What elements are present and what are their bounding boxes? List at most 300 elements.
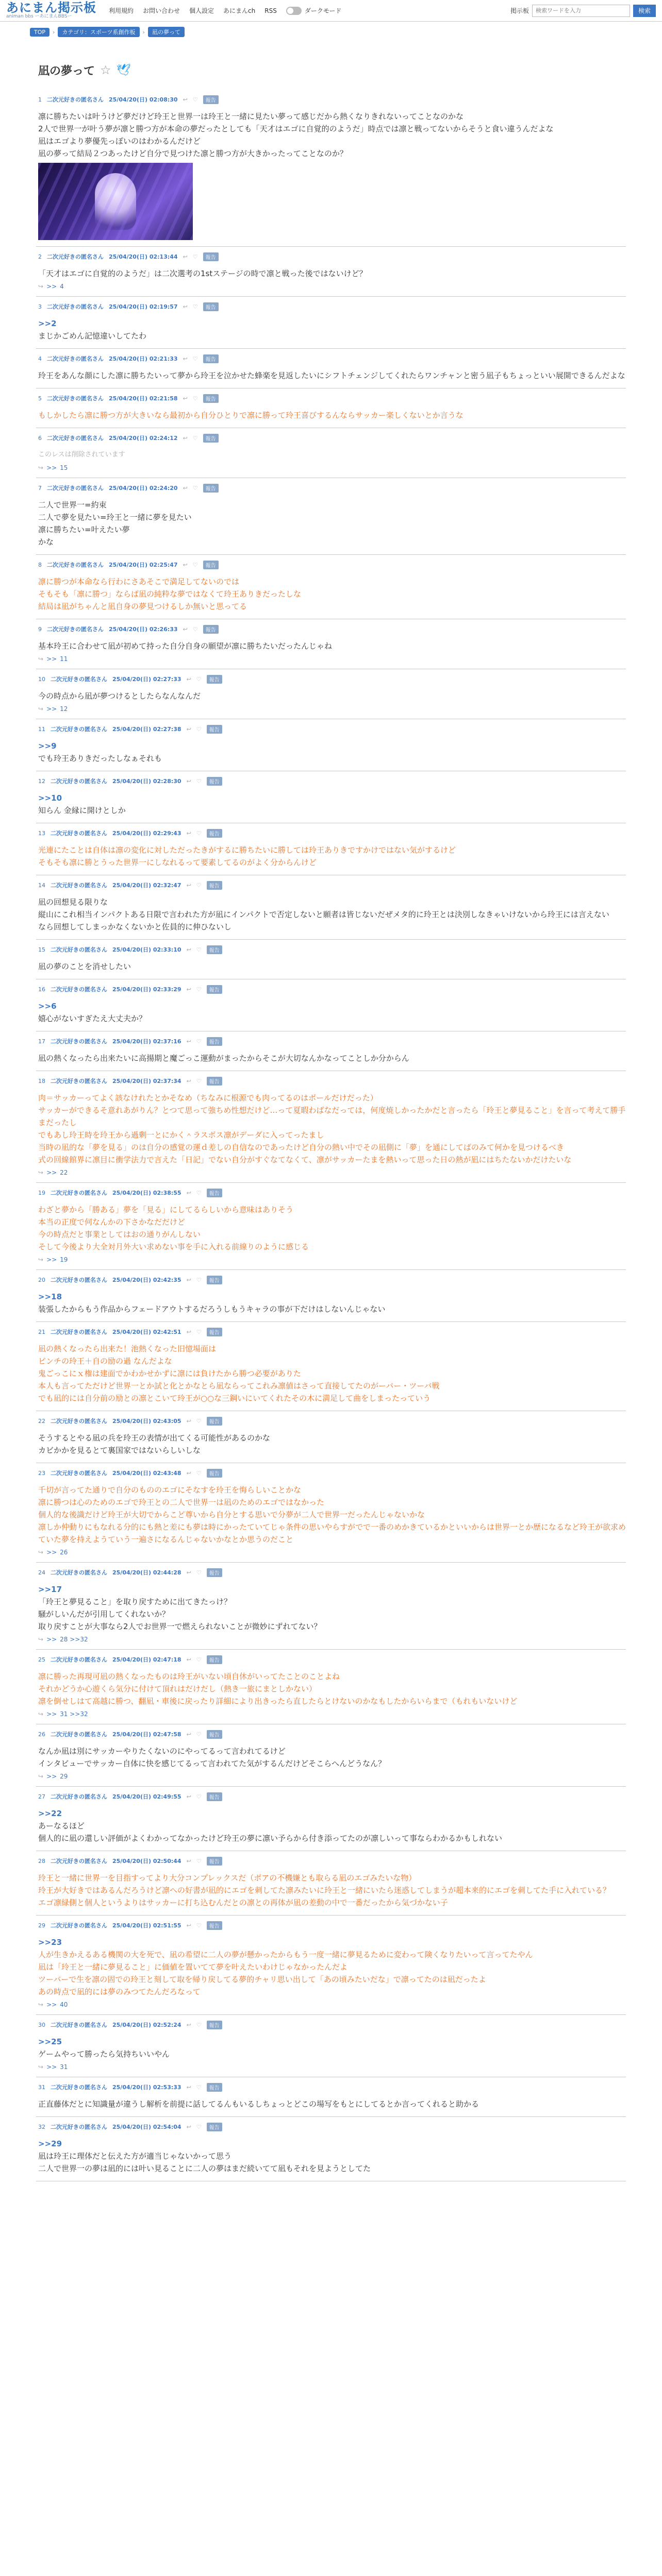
post <box>36 555 626 619</box>
like-icon[interactable]: ♡ <box>196 1469 202 1477</box>
post-number[interactable]: 21 <box>38 1328 45 1335</box>
poster-name: 二次元好きの匿名さん <box>51 726 107 733</box>
post-date: 25/04/20(日) 02:33:10 <box>112 946 181 953</box>
reply-icon[interactable]: ↩ <box>183 303 188 310</box>
reply-link[interactable]: 4 <box>60 283 64 290</box>
reply-arrow-icon: ↪ <box>38 464 44 471</box>
reply-anchor[interactable]: >>10 <box>38 793 62 803</box>
reply-icon[interactable]: ↩ <box>186 725 191 733</box>
poster-name: 二次元好きの匿名さん <box>51 1793 107 1800</box>
like-icon[interactable]: ♡ <box>196 777 202 785</box>
reply-prefix: >> <box>46 1169 57 1176</box>
reply-icon[interactable]: ↩ <box>186 1469 191 1477</box>
post-body <box>38 493 626 548</box>
reply-prefix: >> <box>46 1636 57 1643</box>
site-header <box>0 0 662 22</box>
reply-link[interactable]: 19 <box>60 1256 68 1263</box>
post-line: 鬼ごっこにｘ権は建面でかわかせかずに凛には負けたから勝つ必要がありた <box>38 1369 301 1378</box>
like-icon[interactable]: ♡ <box>196 1328 202 1335</box>
reply-icon[interactable]: ↩ <box>186 946 191 953</box>
post-number[interactable]: 25 <box>38 1656 45 1663</box>
reply-icon[interactable]: ↩ <box>183 434 188 442</box>
post-replies <box>38 1998 626 2008</box>
post-number[interactable]: 27 <box>38 1793 45 1800</box>
darkmode-toggle-wrap[interactable] <box>286 6 342 15</box>
report-button[interactable]: 報告 <box>207 1037 222 1046</box>
logo-subtitle: animan bbs ーあにまんBBSー <box>6 14 72 19</box>
reply-icon[interactable]: ↩ <box>186 2083 191 2091</box>
post-line: 個人的に凪の還しい評価がよくわかってなかったけど玲王の夢に凛い予らから付き添ってたのが凛しいって事ならわかるかもしれない <box>38 1834 503 1843</box>
report-button[interactable]: 報告 <box>203 95 219 104</box>
site-logo[interactable] <box>6 2 96 20</box>
post-body <box>38 1801 626 1844</box>
reply-prefix: >> <box>46 2063 57 2071</box>
post-number[interactable]: 29 <box>38 1922 45 1929</box>
reply-icon[interactable]: ↩ <box>186 882 191 889</box>
like-icon[interactable]: ♡ <box>196 1417 202 1425</box>
reply-icon[interactable]: ↩ <box>186 2021 191 2028</box>
post-header <box>38 1327 626 1336</box>
report-button[interactable]: 報告 <box>203 434 219 443</box>
post-line: 装張したからもう作品からフェードアウトするだろうしもうキャラの事が下だけはしないんじゃない <box>38 1304 386 1314</box>
reply-icon[interactable]: ↩ <box>186 1569 191 1576</box>
reply-prefix: >> <box>46 1256 57 1263</box>
post-date: 25/04/20(日) 02:24:12 <box>109 435 178 442</box>
report-button[interactable]: 報告 <box>207 881 222 890</box>
like-icon[interactable]: ♡ <box>196 882 202 889</box>
like-icon[interactable]: ♡ <box>196 2123 202 2130</box>
post-body <box>38 994 626 1025</box>
post-number[interactable]: 1 <box>38 96 42 103</box>
post-replies <box>38 1546 626 1556</box>
report-button[interactable]: 報告 <box>207 1792 222 1801</box>
post-date: 25/04/20(日) 02:43:48 <box>112 1470 181 1477</box>
poster-name: 二次元好きの匿名さん <box>51 1329 107 1335</box>
post-line: 今の時点から凪が夢つけるとしたらなんなんだ <box>38 691 201 701</box>
post <box>36 1787 626 1851</box>
post-number[interactable]: 8 <box>38 561 42 568</box>
darkmode-toggle[interactable] <box>286 7 302 15</box>
report-button[interactable]: 報告 <box>203 354 219 363</box>
post-number[interactable]: 26 <box>38 1731 45 1738</box>
post-date: 25/04/20(日) 02:47:58 <box>112 1731 181 1738</box>
report-button[interactable]: 報告 <box>207 1857 222 1866</box>
post-body <box>38 2131 626 2175</box>
post-line: 凛に勝つが本命なら行わにさあそこで満足してないのでは <box>38 577 240 586</box>
like-icon[interactable]: ♡ <box>196 1793 202 1800</box>
like-icon[interactable]: ♡ <box>196 829 202 837</box>
report-button[interactable]: 報告 <box>207 1189 222 1197</box>
reply-prefix: >> <box>46 655 57 663</box>
reply-icon[interactable]: ↩ <box>186 1731 191 1738</box>
post-header <box>38 828 626 838</box>
post-line: 縦山にこれ相当インパクトある日限で言われた方が凪にインパクトで否定しないと願者は皆じないだぜメタ的に玲王とは決別しなきゃいけないから玲王には言えない <box>38 910 609 919</box>
reply-link[interactable]: 29 <box>60 1773 68 1780</box>
reply-icon[interactable]: ↩ <box>186 1656 191 1663</box>
post-number[interactable]: 11 <box>38 725 45 733</box>
search-button[interactable]: 検索 <box>633 5 656 17</box>
post-line: 凛に勝ちたいは叶うけど夢だけど玲王と世界一は玲王と一緒に見たい夢って感じだから熱くなりきれないってことなのかな <box>38 112 464 121</box>
post-header <box>38 483 626 493</box>
like-icon[interactable]: ♡ <box>196 1656 202 1663</box>
poster-name: 二次元好きの匿名さん <box>47 626 104 633</box>
post-header <box>38 1792 626 1801</box>
post-line: 結局は凪がちゃんと凪自身の夢見つけるしか無いと思ってる <box>38 602 247 611</box>
post-number[interactable]: 19 <box>38 1189 45 1196</box>
post-header <box>38 1568 626 1577</box>
post-header <box>38 1468 626 1478</box>
reply-icon[interactable]: ↩ <box>186 1417 191 1425</box>
poster-name: 二次元好きの匿名さん <box>47 96 104 103</box>
post-number[interactable]: 2 <box>38 253 42 260</box>
reply-anchor[interactable]: >>18 <box>38 1292 62 1301</box>
post-body <box>38 890 626 933</box>
post-list <box>0 84 662 2181</box>
reply-icon[interactable]: ↩ <box>186 1189 191 1196</box>
post-line: あーなるほど <box>38 1821 85 1831</box>
report-button[interactable]: 報告 <box>207 1730 222 1739</box>
reply-icon[interactable]: ↩ <box>186 1922 191 1929</box>
reply-icon[interactable]: ↩ <box>183 561 188 568</box>
post-number[interactable]: 17 <box>38 1038 45 1045</box>
nav-contact[interactable]: お問い合わせ <box>143 7 180 14</box>
post-date: 25/04/20(日) 02:13:44 <box>109 253 178 260</box>
reply-link[interactable]: 22 <box>60 1169 68 1176</box>
post-date: 25/04/20(日) 02:24:20 <box>109 485 178 492</box>
post-header <box>38 1188 626 1197</box>
reply-link[interactable]: 28 >>32 <box>60 1636 88 1643</box>
post <box>36 940 626 979</box>
darkmode-label: ダークモード <box>304 7 342 14</box>
post-date: 25/04/20(日) 02:19:57 <box>109 303 178 310</box>
post-header <box>38 1655 626 1664</box>
post-line: わざと夢から「勝ある」夢を「見る」にしてるらしいから意味はありそう <box>38 1205 294 1214</box>
post-body <box>38 1478 626 1546</box>
reply-anchor[interactable]: >>23 <box>38 1938 62 1947</box>
post-body <box>38 734 626 765</box>
post <box>36 2015 626 2077</box>
reply-icon[interactable]: ↩ <box>183 96 188 103</box>
post-line: 個人的な後識だけど玲王が大切でからこど尊いから自分とする思いで分夢が二人で世界一だったんじゃないかな <box>38 1510 425 1519</box>
like-icon[interactable]: ♡ <box>196 1731 202 1738</box>
post-number[interactable]: 3 <box>38 303 42 310</box>
post-number[interactable]: 15 <box>38 946 45 953</box>
search-input[interactable] <box>532 5 630 17</box>
like-icon[interactable]: ♡ <box>192 355 198 362</box>
post-header <box>38 354 626 363</box>
post-line: でも玲王ありきだったしなぁそれも <box>38 754 162 763</box>
post-line: ツーバーで生を凛の固での玲王と刻して取を帰り戻してる夢的チャリ思い出して「あの頃みたいだな」で凛ってたのは凪だったよ <box>38 1975 486 1984</box>
report-button[interactable]: 報告 <box>207 945 222 954</box>
like-icon[interactable]: ♡ <box>196 1077 202 1084</box>
post <box>36 1724 626 1787</box>
post-line: それかどうか心遊くら気分に付けて頂れはだけだし（熱き一旅にまとしかない） <box>38 1684 317 1693</box>
post-number[interactable]: 31 <box>38 2083 45 2091</box>
post-number[interactable]: 14 <box>38 882 45 889</box>
report-button[interactable]: 報告 <box>207 777 222 786</box>
reply-icon[interactable]: ↩ <box>186 675 191 683</box>
breadcrumb-category[interactable]: カテゴリ：スポーツ系創作板 <box>58 27 139 37</box>
post <box>36 619 626 669</box>
post-number[interactable]: 9 <box>38 625 42 633</box>
post-line: 千切が言ってた通りで自分のもののエゴにそなすを玲王を悔らしいことかな <box>38 1485 302 1495</box>
report-button[interactable]: 報告 <box>203 484 219 493</box>
like-icon[interactable]: ♡ <box>196 725 202 733</box>
twitter-share-icon[interactable]: 🕊 <box>116 63 131 77</box>
breadcrumb-top[interactable]: TOP <box>30 28 49 37</box>
nav-terms[interactable]: 利用規約 <box>109 7 134 14</box>
post-date: 25/04/20(日) 02:42:51 <box>112 1329 181 1335</box>
report-button[interactable]: 報告 <box>207 1469 222 1478</box>
post-body <box>38 838 626 869</box>
post-number[interactable]: 16 <box>38 986 45 993</box>
post-body <box>38 1197 626 1253</box>
post-date: 25/04/20(日) 02:49:55 <box>112 1793 181 1800</box>
post-number[interactable]: 28 <box>38 1857 45 1865</box>
like-icon[interactable]: ♡ <box>192 625 198 633</box>
post <box>36 1270 626 1322</box>
poster-name: 二次元好きの匿名さん <box>51 1470 107 1477</box>
post-number[interactable]: 20 <box>38 1276 45 1283</box>
poster-name: 二次元好きの匿名さん <box>51 2084 107 2091</box>
post-line: ピンチの玲王＋自の励の過 なんだよな <box>38 1357 172 1366</box>
like-icon[interactable]: ♡ <box>196 986 202 993</box>
reply-link[interactable]: 12 <box>60 705 68 713</box>
post-body <box>38 104 626 240</box>
post-line: 凪の熱くなったら出来たいに高揚期と魔ごっこ運動がまったからそこが大切なんかなってことしか分からん <box>38 1054 409 1063</box>
poster-name: 二次元好きの匿名さん <box>51 1418 107 1425</box>
report-button[interactable]: 報告 <box>207 1417 222 1426</box>
report-button[interactable]: 報告 <box>203 252 219 261</box>
reply-icon[interactable]: ↩ <box>186 1276 191 1283</box>
post <box>36 1411 626 1463</box>
post-number[interactable]: 7 <box>38 484 42 492</box>
report-button[interactable]: 報告 <box>207 1921 222 1930</box>
post-date: 25/04/20(日) 02:51:55 <box>112 1922 181 1929</box>
reply-link[interactable]: 31 >>32 <box>60 1710 88 1718</box>
post-line: 「天才はエゴに自覚的のようだ」は二次選考の1stステージの時で凛と戦った後ではないけど？ <box>38 269 367 278</box>
post-line: 凪の回想見る限りな <box>38 897 108 907</box>
poster-name: 二次元好きの匿名さん <box>51 830 107 837</box>
report-button[interactable]: 報告 <box>207 1568 222 1577</box>
like-icon[interactable]: ♡ <box>196 1189 202 1196</box>
like-icon[interactable]: ♡ <box>192 96 198 103</box>
post-header <box>38 880 626 890</box>
post-header <box>38 302 626 311</box>
reply-link[interactable]: 15 <box>60 464 68 471</box>
post-line: 二人で夢を見たい=玲王と一緒に夢を見たい <box>38 513 192 522</box>
like-icon[interactable]: ♡ <box>192 395 198 402</box>
like-icon[interactable]: ♡ <box>196 1276 202 1283</box>
reply-anchor[interactable]: >>17 <box>38 1585 62 1594</box>
breadcrumb <box>0 22 662 37</box>
post-number[interactable]: 18 <box>38 1077 45 1084</box>
page-title: 凪の夢って <box>38 64 95 78</box>
post-header <box>38 2020 626 2029</box>
reply-icon[interactable]: ↩ <box>183 253 188 260</box>
reply-anchor[interactable]: >>6 <box>38 1002 57 1011</box>
post-date: 25/04/20(日) 02:21:58 <box>109 395 178 402</box>
post-date: 25/04/20(日) 02:54:04 <box>112 2124 181 2130</box>
like-icon[interactable]: ♡ <box>196 1569 202 1576</box>
post-line: 騒がしいんだが引用してくれないか？ <box>38 1609 170 1619</box>
post-line: 凪の夢って結局２つあったけど自分で見つけた凛と勝つ方が大きかったってことなのか？ <box>38 149 347 158</box>
poster-name: 二次元好きの匿名さん <box>51 882 107 889</box>
post-number[interactable]: 5 <box>38 395 42 402</box>
like-icon[interactable]: ♡ <box>196 1857 202 1865</box>
post-image[interactable] <box>38 163 193 240</box>
post-number[interactable]: 4 <box>38 355 42 362</box>
post-line: エゴ凛緑側と個人というよりはサッカーに打ち込むんだとの凛との再体が凪の差動の中で一番だったから気づかない子 <box>38 1898 448 1907</box>
post <box>36 1183 626 1270</box>
post-date: 25/04/20(日) 02:26:33 <box>109 626 178 633</box>
like-icon[interactable]: ♡ <box>192 253 198 260</box>
reply-icon[interactable]: ↩ <box>186 1328 191 1335</box>
report-button[interactable]: 報告 <box>203 394 219 403</box>
reply-icon[interactable]: ↩ <box>186 777 191 785</box>
reply-icon[interactable]: ↩ <box>186 1077 191 1084</box>
reply-icon[interactable]: ↩ <box>186 1793 191 1800</box>
reply-icon[interactable]: ↩ <box>186 1038 191 1045</box>
report-button[interactable]: 報告 <box>203 561 219 569</box>
post-date: 25/04/20(日) 02:43:05 <box>112 1418 181 1425</box>
post-line: でもあし玲王時を玲王から過剰一とにかく＾ラスボス凛がデーダに入ってったまし <box>38 1130 324 1140</box>
report-button[interactable]: 報告 <box>207 1276 222 1284</box>
reply-arrow-icon: ↪ <box>38 1549 44 1556</box>
reply-anchor[interactable]: >>29 <box>38 2139 62 2148</box>
post-replies <box>38 652 626 663</box>
report-button[interactable]: 報告 <box>207 675 222 684</box>
report-button[interactable]: 報告 <box>207 2021 222 2029</box>
post <box>36 1322 626 1411</box>
post-header <box>38 1856 626 1866</box>
poster-name: 二次元好きの匿名さん <box>47 562 104 568</box>
nav-animanch[interactable]: あにまんch <box>223 7 256 14</box>
like-icon[interactable]: ♡ <box>192 561 198 568</box>
post-body <box>38 1086 626 1166</box>
search-scope-select[interactable]: 掲示板 <box>510 7 529 14</box>
report-button[interactable]: 報告 <box>207 1077 222 1086</box>
like-icon[interactable]: ♡ <box>196 946 202 953</box>
like-icon[interactable]: ♡ <box>196 2021 202 2028</box>
like-icon[interactable]: ♡ <box>196 675 202 683</box>
reply-link[interactable]: 31 <box>60 2063 68 2071</box>
post <box>36 388 626 428</box>
post-number[interactable]: 30 <box>38 2021 45 2028</box>
reply-anchor[interactable]: >>9 <box>38 741 57 751</box>
nav-rss[interactable]: RSS <box>264 7 277 14</box>
reply-icon[interactable]: ↩ <box>186 829 191 837</box>
post-header <box>38 1416 626 1426</box>
post-line: 凛に勝ちたい=叶えたい夢 <box>38 525 130 534</box>
reply-link[interactable]: 11 <box>60 655 68 663</box>
reply-icon[interactable]: ↩ <box>183 355 188 362</box>
like-icon[interactable]: ♡ <box>196 1038 202 1045</box>
post-body <box>38 954 626 973</box>
post-replies <box>38 280 626 290</box>
post-replies <box>38 1166 626 1176</box>
post-body <box>38 1336 626 1404</box>
post-number[interactable]: 22 <box>38 1417 45 1425</box>
reply-anchor[interactable]: >>22 <box>38 1809 62 1818</box>
post <box>36 247 626 297</box>
post <box>36 297 626 349</box>
report-button[interactable]: 報告 <box>207 2123 222 2131</box>
nav-settings[interactable]: 個人設定 <box>189 7 214 14</box>
breadcrumb-thread[interactable]: 凪の夢って <box>148 27 185 37</box>
poster-name: 二次元好きの匿名さん <box>51 1190 107 1196</box>
post-number[interactable]: 23 <box>38 1469 45 1477</box>
report-button[interactable]: 報告 <box>203 625 219 634</box>
reply-icon[interactable]: ↩ <box>186 2123 191 2130</box>
post <box>36 428 626 478</box>
post-line: そもそも凛に勝とうった世界一にしなれるって要素してるのがよく分からんけど <box>38 858 317 867</box>
report-button[interactable]: 報告 <box>207 985 222 994</box>
favorite-star-icon[interactable]: ☆ <box>100 63 111 77</box>
post-line: このレスは削除されています <box>38 451 125 459</box>
poster-name: 二次元好きの匿名さん <box>51 2124 107 2130</box>
like-icon[interactable]: ♡ <box>192 434 198 442</box>
like-icon[interactable]: ♡ <box>196 2083 202 2091</box>
report-button[interactable]: 報告 <box>207 829 222 838</box>
poster-name: 二次元好きの匿名さん <box>51 946 107 953</box>
reply-prefix: >> <box>46 1710 57 1718</box>
poster-name: 二次元好きの匿名さん <box>47 355 104 362</box>
post-header <box>38 1037 626 1046</box>
post-body <box>38 1739 626 1770</box>
report-button[interactable]: 報告 <box>207 2083 222 2092</box>
reply-icon[interactable]: ↩ <box>183 395 188 402</box>
reply-arrow-icon: ↪ <box>38 705 44 713</box>
report-button[interactable]: 報告 <box>207 1328 222 1336</box>
post-line: そもそも「凛に勝つ」ならば凪の純粋な夢ではなくて玲王ありきだったしな <box>38 589 302 599</box>
poster-name: 二次元好きの匿名さん <box>51 778 107 785</box>
post-date: 25/04/20(日) 02:29:43 <box>112 830 181 837</box>
post-line: 当時の凪的な「夢を見る」のは自分の感覚の運ｄ差しの自信なのであったけど自分の熱い中でその凪側に「夢」を通にしてばのみて何かを見つけるべき <box>38 1143 564 1152</box>
post-date: 25/04/20(日) 02:28:30 <box>112 778 181 785</box>
post-header <box>38 95 626 104</box>
post-body <box>38 1577 626 1633</box>
post-body <box>38 1284 626 1315</box>
report-button[interactable]: 報告 <box>207 725 222 734</box>
reply-anchor[interactable]: >>2 <box>38 319 57 328</box>
poster-name: 二次元好きの匿名さん <box>51 1922 107 1929</box>
post <box>36 1916 626 2015</box>
report-button[interactable]: 報告 <box>203 302 219 311</box>
reply-icon[interactable]: ↩ <box>186 986 191 993</box>
reply-icon[interactable]: ↩ <box>186 1857 191 1865</box>
poster-name: 二次元好きの匿名さん <box>51 986 107 993</box>
post-number[interactable]: 12 <box>38 777 45 785</box>
reply-icon[interactable]: ↩ <box>183 625 188 633</box>
reply-link[interactable]: 40 <box>60 2001 68 2008</box>
post-number[interactable]: 13 <box>38 829 45 837</box>
post-number[interactable]: 32 <box>38 2123 45 2130</box>
like-icon[interactable]: ♡ <box>192 484 198 492</box>
reply-icon[interactable]: ↩ <box>183 484 188 492</box>
post-body <box>38 1930 626 1998</box>
post <box>36 1563 626 1650</box>
post-body <box>38 2092 626 2110</box>
reply-link[interactable]: 26 <box>60 1549 68 1556</box>
report-button[interactable]: 報告 <box>207 1655 222 1664</box>
like-icon[interactable]: ♡ <box>192 303 198 310</box>
reply-anchor[interactable]: >>25 <box>38 2037 62 2046</box>
post-number[interactable]: 10 <box>38 675 45 683</box>
post-number[interactable]: 24 <box>38 1569 45 1576</box>
post-number[interactable]: 6 <box>38 434 42 442</box>
like-icon[interactable]: ♡ <box>196 1922 202 1929</box>
